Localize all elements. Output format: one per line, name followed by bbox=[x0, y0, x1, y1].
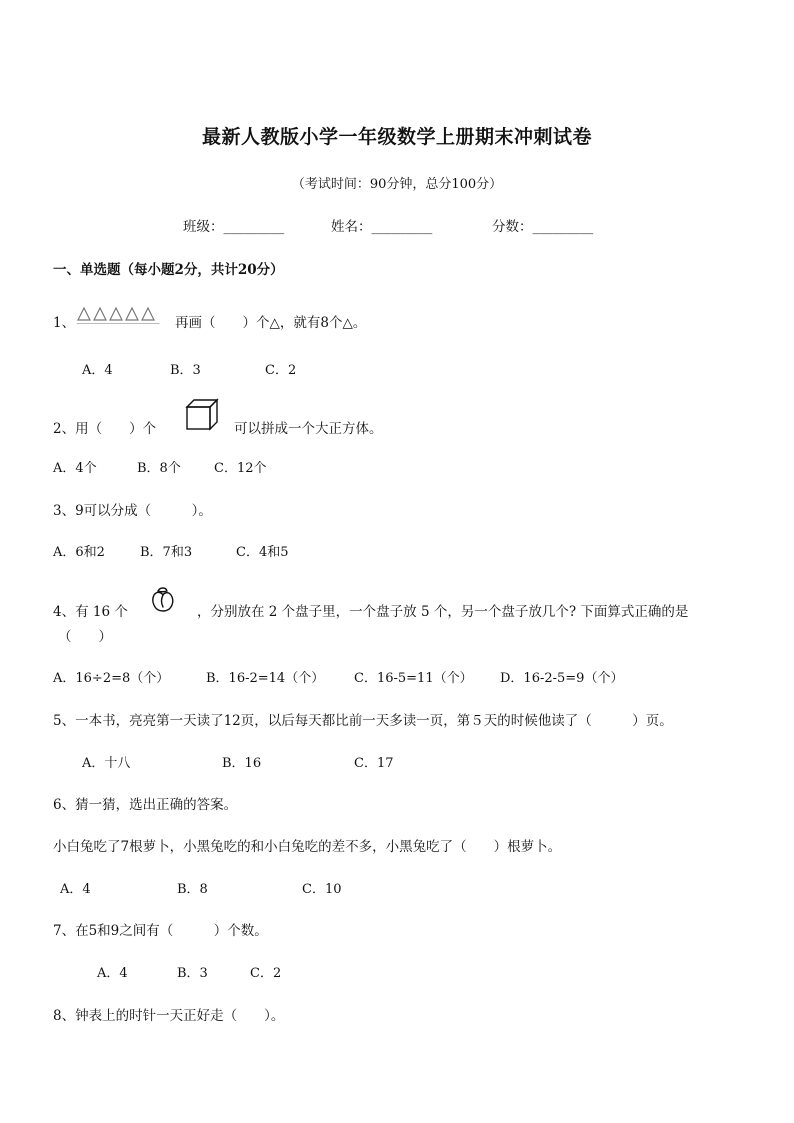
question-number: 5、 bbox=[53, 713, 76, 729]
class-field: 班级：_________ bbox=[183, 219, 285, 235]
section-heading: 一、单选题（每小题2分，共计20分） bbox=[53, 262, 284, 278]
question-number: 7、 bbox=[53, 923, 76, 939]
question-6-text-line2: 小白兔吃了7根萝卜，小黑兔吃的和小白兔吃的差不多，小黑兔吃了（ ）根萝卜。 bbox=[53, 839, 562, 855]
question-8-text: 钟表上的时针一天正好走（ ）。 bbox=[75, 1008, 285, 1024]
question-1-option-c[interactable]: C．2 bbox=[265, 363, 297, 378]
question-3 bbox=[53, 499, 212, 519]
name-field: 姓名：_________ bbox=[331, 219, 433, 235]
question-2-text-after: 可以拼成一个大正方体。 bbox=[234, 421, 383, 437]
question-3-text: 9可以分成（ ）。 bbox=[75, 503, 212, 519]
question-7-text: 在5和9之间有（ ）个数。 bbox=[75, 923, 268, 939]
question-6-option-a[interactable]: A．4 bbox=[60, 882, 91, 897]
question-3-option-a[interactable]: A．6和2 bbox=[53, 545, 105, 560]
question-4-option-a[interactable]: A．16÷2=8（个） bbox=[53, 671, 170, 686]
question-7-option-b[interactable]: B．3 bbox=[177, 966, 208, 981]
score-field: 分数：_________ bbox=[492, 219, 594, 235]
question-4-option-c[interactable]: C．16-5=11（个） bbox=[354, 671, 473, 686]
cube-icon bbox=[185, 398, 219, 436]
question-5 bbox=[53, 709, 673, 729]
five-triangles-icon bbox=[76, 305, 160, 331]
question-3-option-b[interactable]: B．7和3 bbox=[140, 545, 193, 560]
question-6 bbox=[53, 793, 237, 813]
question-number: 1、 bbox=[53, 315, 76, 331]
question-5-option-a[interactable]: A．十八 bbox=[82, 756, 131, 771]
question-3-option-c[interactable]: C．4和5 bbox=[236, 545, 289, 560]
question-7-option-c[interactable]: C．2 bbox=[250, 966, 282, 981]
question-6-option-b[interactable]: B．8 bbox=[177, 882, 208, 897]
question-number: 2、 bbox=[53, 421, 76, 437]
question-6-text: 猜一猜，选出正确的答案。 bbox=[75, 797, 238, 813]
question-5-option-b[interactable]: B．16 bbox=[222, 756, 262, 771]
question-1-text: 再画（ ）个△，就有8个△。 bbox=[175, 315, 367, 331]
question-5-text: 一本书，亮亮第一天读了12页，以后每天都比前一天多读一页，第５天的时候他读了（ ）页。 bbox=[75, 713, 673, 729]
exam-subtitle: （考试时间：90分钟，总分100分） bbox=[291, 177, 503, 192]
question-8 bbox=[53, 1004, 284, 1024]
question-4-option-d[interactable]: D．16-2-5=9（个） bbox=[500, 671, 624, 686]
question-number: 4、 bbox=[53, 604, 76, 620]
question-2-option-b[interactable]: B．8个 bbox=[137, 461, 181, 476]
question-4-text-after: ，分别放在 2 个盘子里，一个盘子放 5 个，另一个盘子放几个? 下面算式正确的是 bbox=[197, 604, 689, 620]
question-5-option-c[interactable]: C．17 bbox=[354, 756, 394, 771]
question-4-text-line2: （ ） bbox=[58, 629, 112, 645]
question-1-option-a[interactable]: A．4 bbox=[82, 363, 113, 378]
question-number: 6、 bbox=[53, 797, 76, 813]
question-4 bbox=[53, 600, 128, 620]
question-7 bbox=[53, 919, 268, 939]
question-1-option-b[interactable]: B．3 bbox=[170, 363, 201, 378]
question-2 bbox=[53, 417, 156, 437]
question-6-option-c[interactable]: C．10 bbox=[302, 882, 342, 897]
question-number: 3、 bbox=[53, 503, 76, 519]
exam-title: 最新人教版小学一年级数学上册期末冲刺试卷 bbox=[201, 126, 592, 148]
question-2-text-before: 用（ ）个 bbox=[75, 421, 157, 437]
question-2-option-a[interactable]: A．4个 bbox=[53, 461, 97, 476]
question-number: 8、 bbox=[53, 1008, 76, 1024]
question-1 bbox=[53, 311, 75, 331]
question-2-option-c[interactable]: C．12个 bbox=[214, 461, 267, 476]
question-4-text-before: 有 16 个 bbox=[75, 604, 128, 620]
question-7-option-a[interactable]: A．4 bbox=[97, 966, 128, 981]
question-4-option-b[interactable]: B．16-2=14（个） bbox=[206, 671, 325, 686]
peach-icon bbox=[148, 585, 178, 619]
